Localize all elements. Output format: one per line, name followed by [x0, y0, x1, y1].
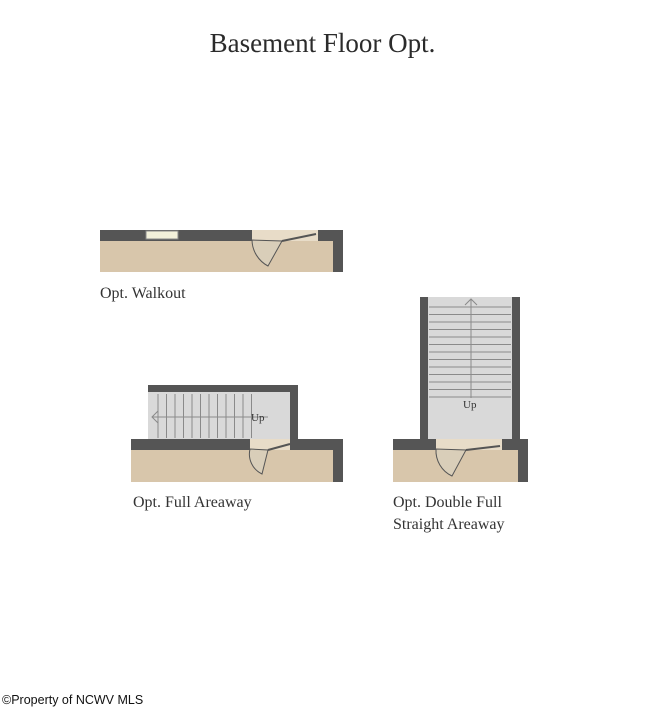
double-areaway-caption-line1: Opt. Double Full	[393, 494, 502, 511]
areaway-right-wall	[333, 439, 343, 482]
walkout-window	[146, 231, 178, 239]
double-areaway-caption-line2: Straight Areaway	[393, 516, 505, 533]
page-title: Basement Floor Opt.	[209, 28, 436, 58]
watermark: ©Property of NCWV MLS	[2, 693, 144, 707]
areaway-side-wall	[290, 385, 298, 440]
areaway-bottom-wall	[131, 439, 343, 450]
walkout-caption: Opt. Walkout	[100, 285, 186, 302]
double-areaway-plan	[393, 297, 528, 482]
full-areaway-plan	[131, 385, 343, 482]
areaway-stair-area	[148, 385, 298, 440]
full-areaway-caption: Opt. Full Areaway	[133, 494, 252, 511]
double-left-wall	[420, 297, 428, 440]
double-stair-label: Up	[463, 399, 477, 411]
areaway-top-wall	[148, 385, 298, 392]
walkout-right-wall	[333, 230, 343, 272]
areaway-door-opening	[250, 439, 290, 450]
double-stair-area	[420, 297, 520, 440]
double-right-wall	[512, 297, 520, 440]
areaway-stair-label: Up	[251, 412, 265, 424]
double-door-opening	[436, 439, 502, 450]
double-right-outer-wall	[518, 439, 528, 482]
walkout-plan	[100, 230, 343, 272]
walkout-floor	[100, 240, 343, 272]
